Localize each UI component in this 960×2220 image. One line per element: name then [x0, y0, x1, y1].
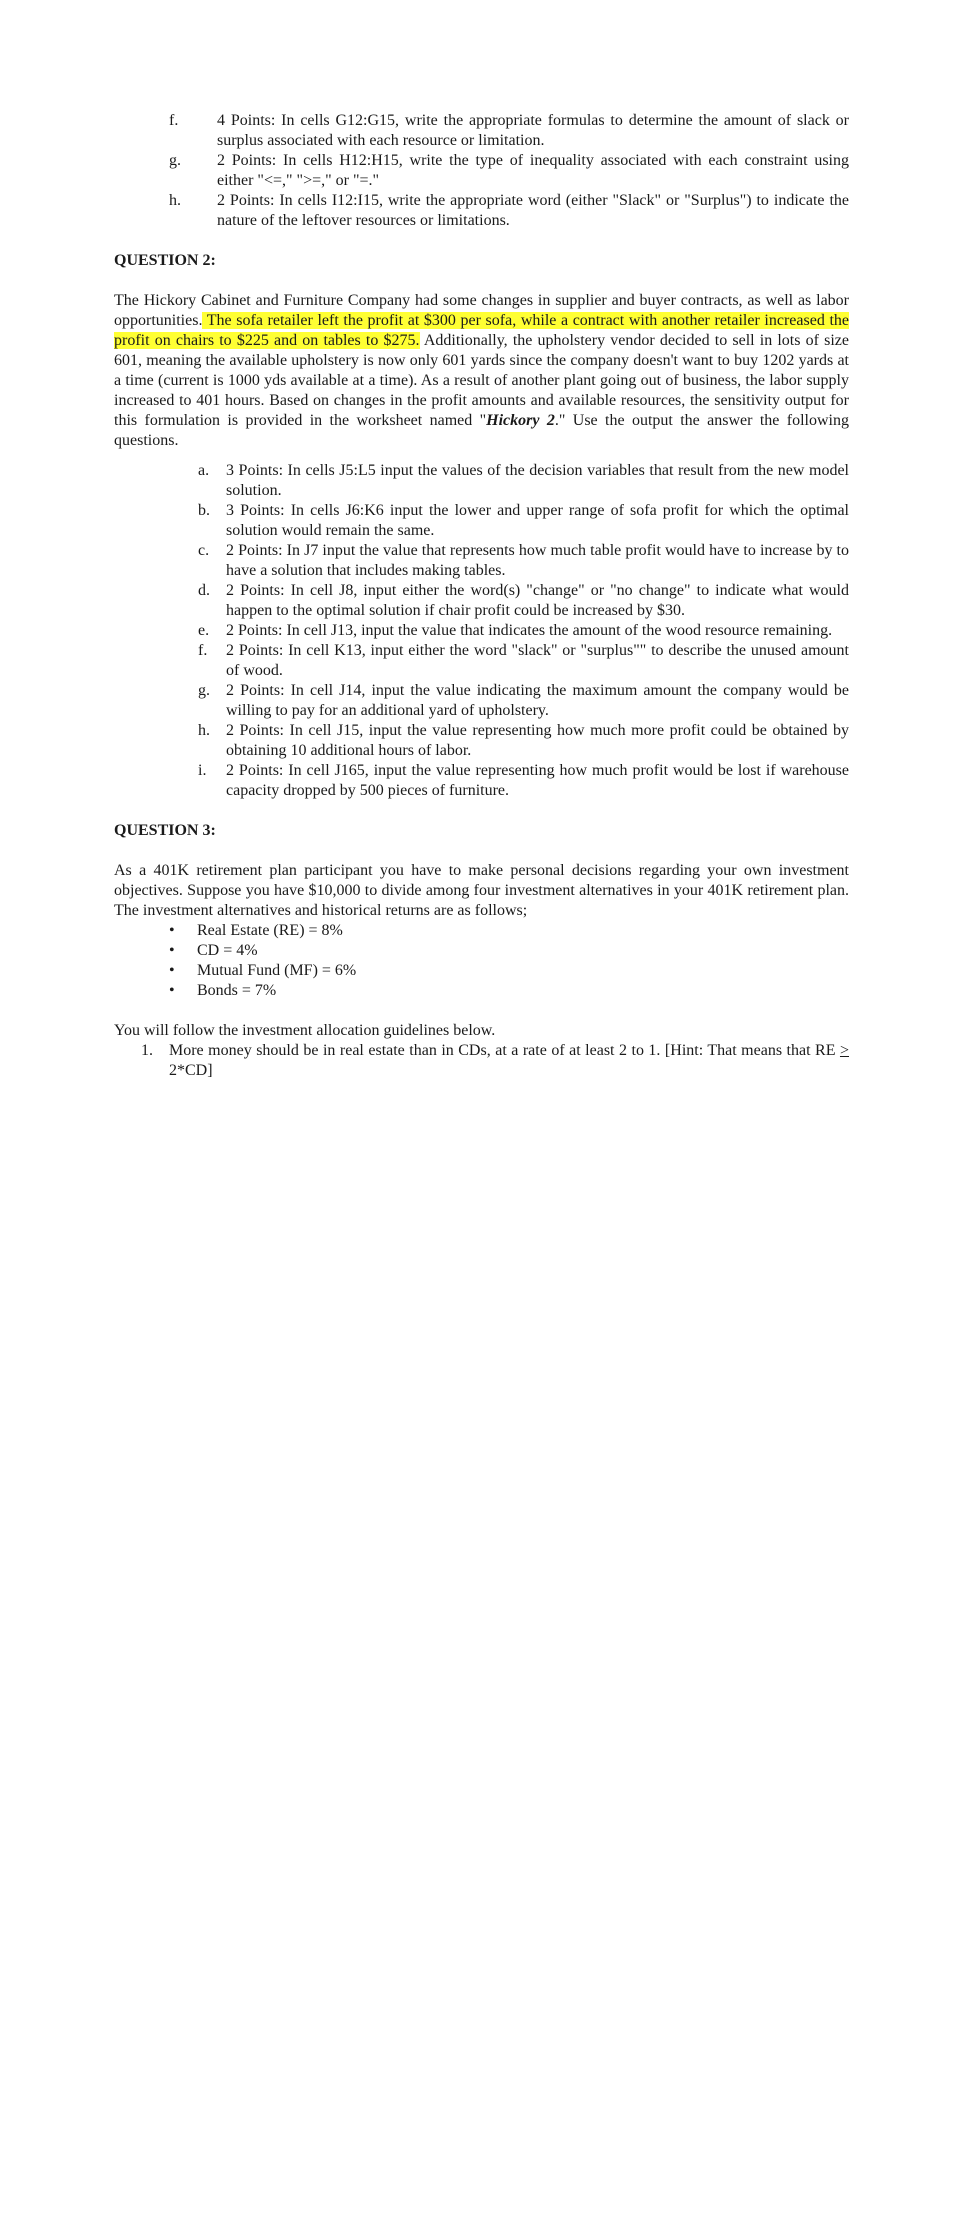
bullet-text: CD = 4%: [197, 942, 258, 959]
q2-item-b: [114, 501, 849, 541]
q2-item-d: [114, 581, 849, 621]
guideline-text-start: More money should be in real estate than in CDs, at a rate of at least 2 to 1. [Hint: That means that RE: [169, 1042, 840, 1059]
item-label: h.: [198, 722, 210, 739]
item-text: 2 Points: In cells I12:I15, write the appropriate word (either "Slack" or "Surplus") to indicate the nature of the leftover resources or limitations.: [217, 192, 849, 229]
list-item-cd: [114, 941, 849, 961]
q1-item-g: [114, 151, 849, 191]
q1-item-h: [114, 191, 849, 231]
item-label: c.: [198, 542, 210, 559]
item-label: f.: [169, 112, 179, 129]
item-text: 3 Points: In cells J5:L5 input the values of the decision variables that result from the new model solution.: [226, 462, 849, 499]
list-item-bonds: [114, 981, 849, 1001]
intro-highlight: The sofa retailer left the profit at $300 per sofa, while a contract with another retailer increased the profit on chairs to $225 and on tables to $275.: [114, 312, 849, 349]
item-text: 2 Points: In cell K13, input either the word "slack" or "surplus"" to describe the unused amount of wood.: [226, 642, 849, 679]
item-label: g.: [198, 682, 210, 699]
bullet-icon: •: [169, 982, 175, 999]
item-label: h.: [169, 192, 181, 209]
item-text: 2 Points: In cell J14, input the value indicating the maximum amount the company would be willing to pay for an additional yard of upholstery.: [226, 682, 849, 719]
intro-text-continued: Additionally, the upholstery vendor decided to sell in lots of size 601, meaning the available upholstery is now only 601 yards since the company doesn't want to buy 1202 yards at a time (current is 1000 yds available at a time). As a result of another plant going out of business, the labor supply increased to 401 hours. Based on changes in the profit amounts and available resources, the sensitivity output for this formulation is provided in the worksheet named ": [114, 332, 850, 429]
item-label: g.: [169, 152, 181, 169]
bullet-text: Mutual Fund (MF) = 6%: [197, 962, 357, 979]
item-text: 2 Points: In cell J165, input the value representing how much profit would be lost if warehouse capacity dropped by 500 pieces of furniture.: [226, 762, 849, 799]
investment-list: [114, 921, 849, 1001]
item-text: 3 Points: In cells J6:K6 input the lower and upper range of sofa profit for which the optimal solution would remain the same.: [226, 502, 849, 539]
intro-end: ." Use the output the answer the following questions.: [114, 412, 849, 449]
item-label: f.: [198, 642, 208, 659]
question-3-heading: QUESTION 3:: [114, 822, 216, 839]
q2-item-g: [114, 681, 849, 721]
question-2-heading: QUESTION 2:: [114, 252, 216, 269]
question-3-intro: As a 401K retirement plan participant you have to make personal decisions regarding your own investment objectives. Suppose you have $10,000 to divide among four investment alternatives in your 401K retirement plan. The investment alternatives and historical returns are as follows;: [114, 862, 849, 919]
item-label: a.: [198, 462, 210, 479]
bullet-icon: •: [169, 922, 175, 939]
guidelines-intro: You will follow the investment allocation guidelines below.: [114, 1022, 496, 1039]
guideline-text: [169, 1041, 849, 1081]
question-2-intro: [114, 291, 849, 451]
ge-symbol: >: [839, 1042, 849, 1059]
guideline-1: [114, 1041, 849, 1081]
item-text: 2 Points: In cell J13, input the value that indicates the amount of the wood resource remaining.: [226, 622, 833, 639]
item-label: d.: [198, 582, 210, 599]
q2-item-i: [114, 761, 849, 801]
item-label: i.: [198, 762, 207, 779]
item-text: 2 Points: In J7 input the value that represents how much table profit would have to increase by to have a solution that includes making tables.: [226, 542, 849, 579]
item-text: 2 Points: In cell J8, input either the word(s) "change" or "no change" to indicate what would happen to the optimal solution if chair profit could be increased by $30.: [226, 582, 849, 619]
q1-item-f: [114, 111, 849, 151]
intro-text: The Hickory Cabinet and Furniture Company had some changes in supplier and buyer contracts, as well as labor opportunities.: [114, 292, 849, 329]
worksheet-name: Hickory 2: [486, 412, 555, 429]
item-text: 4 Points: In cells G12:G15, write the appropriate formulas to determine the amount of slack or surplus associated with each resource or limitation.: [217, 112, 849, 149]
q2-item-c: [114, 541, 849, 581]
q1-items: [114, 111, 849, 231]
item-label: b.: [198, 502, 210, 519]
q2-item-h: [114, 721, 849, 761]
q2-item-f: [114, 641, 849, 681]
q2-item-a: [114, 461, 849, 501]
item-text: 2 Points: In cells H12:H15, write the type of inequality associated with each constraint using either "<=," ">=," or "=.": [217, 152, 849, 189]
list-item-mutual-fund: [114, 961, 849, 981]
guideline-text-end: 2*CD]: [169, 1062, 213, 1079]
guideline-number: 1.: [141, 1042, 153, 1059]
item-text: 2 Points: In cell J15, input the value representing how much more profit could be obtained by obtaining 10 additional hours of labor.: [226, 722, 849, 759]
bullet-text: Real Estate (RE) = 8%: [197, 922, 343, 939]
item-label: e.: [198, 622, 210, 639]
question-2-items: [114, 461, 849, 801]
bullet-text: Bonds = 7%: [197, 982, 277, 999]
list-item-real-estate: [114, 921, 849, 941]
bullet-icon: •: [169, 962, 175, 979]
document-content: [114, 111, 849, 1081]
bullet-icon: •: [169, 942, 175, 959]
q2-item-e: [114, 621, 849, 641]
